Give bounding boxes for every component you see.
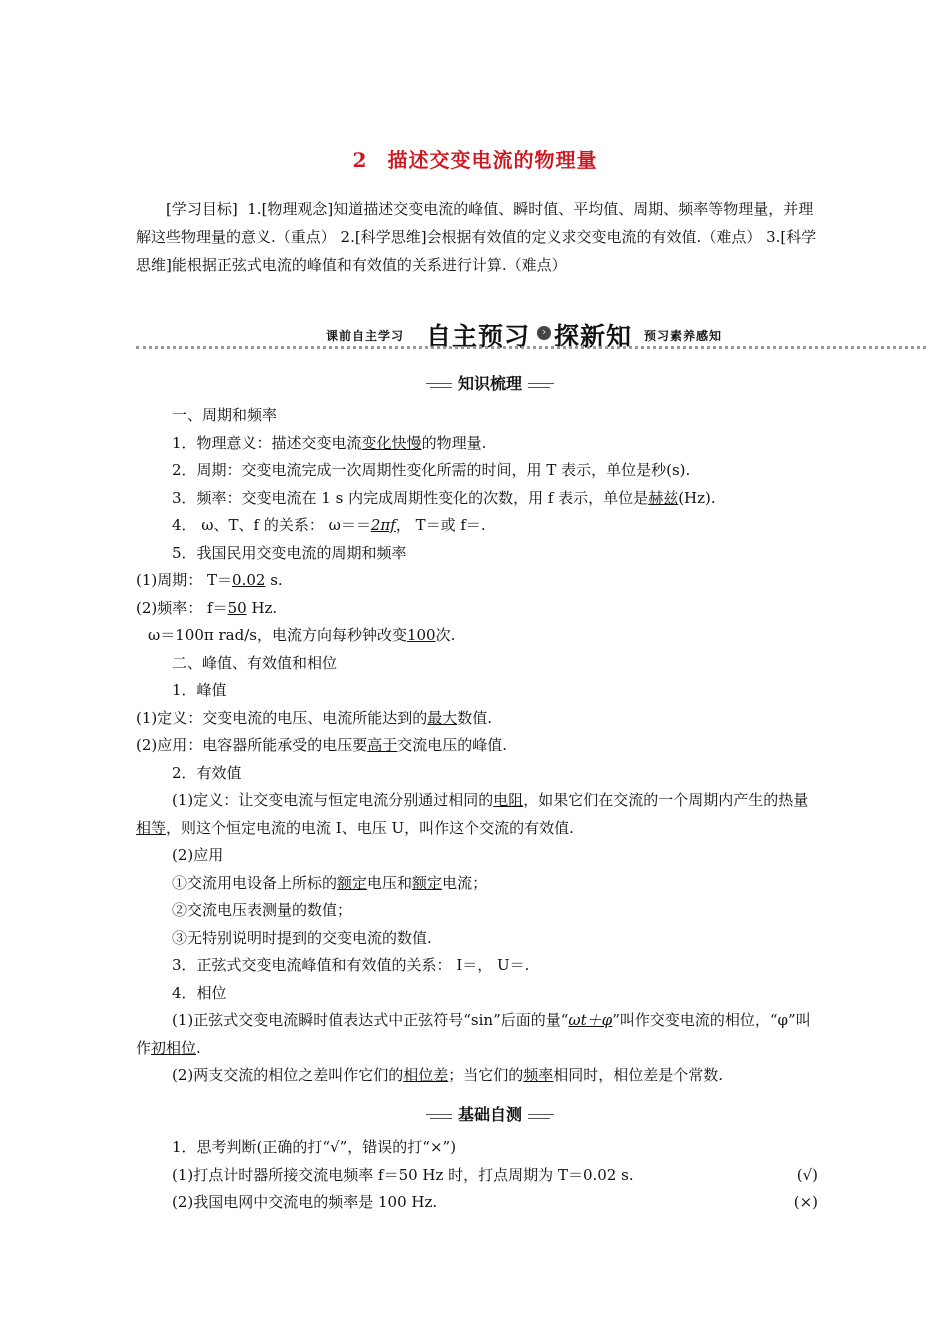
section-heading-selftest [426, 1103, 554, 1127]
paragraph: ②交流电压表测量的数值； [172, 901, 353, 919]
title-text: 描述交变电流的物理量 [387, 148, 598, 172]
paragraph: ③无特别说明时提到的交变电流的数值. [172, 928, 432, 947]
paragraph: (1)定义：让交变电流与恒定电流分别通过相同的电阻，如果它们在交流的一个周期内产生的热量相等，则这个恒定电流的电流 I、电压 U，叫作这个交流的有效值. [136, 791, 809, 837]
answer-mark: (×) [793, 1193, 818, 1211]
heading-period-frequency: 一、周期和频率 [172, 406, 278, 424]
page-title [0, 144, 950, 173]
paragraph: (1)正弦式交变电流瞬时值表达式中正弦符号“sin”后面的量“ωt＋φ”叫作交变电流的相位，“φ”叫作初相位. [136, 1011, 811, 1057]
heading-peak-effective-phase: 二、峰值、有效值和相位 [172, 653, 338, 672]
paragraph: 3．频率：交变电流在 1 s 内完成周期性变化的次数，用 f 表示，单位是赫兹(Hz). [172, 488, 716, 507]
banner-arrow-icon: › [537, 326, 551, 340]
paragraph: (2)应用 [172, 846, 224, 864]
paragraph: 4．相位 [172, 983, 227, 1002]
banner-divider [136, 346, 926, 349]
banner-title-1: 自主预习 [426, 322, 531, 351]
paragraph: 2．有效值 [172, 763, 242, 782]
paragraph: 2．周期：交变电流完成一次周期性变化所需的时间，用 T 表示，单位是秒(s). [172, 461, 691, 479]
judgment-item: (1)打点计时器所接交流电频率 f＝50 Hz 时，打点周期为 T＝0.02 s. (√) [136, 1162, 818, 1190]
title-number: 2 [352, 148, 368, 172]
objectives-text: 1.[物理观念]知道描述交变电流的峰值、瞬时值、平均值、周期、频率等物理量，并理解这些物理量的意义.（重点） 2.[科学思维]会根据有效值的定义求交变电流的有效值.（难点） 3.[科学思维]能根据正弦式电流的峰值和有效值的关系进行计算.（难点） [136, 200, 817, 274]
paragraph: 1．峰值 [172, 681, 227, 699]
paragraph: (2)两支交流的相位之差叫作它们的相位差；当它们的频率相同时，相位差是个常数. [172, 1066, 724, 1084]
paragraph: (2)应用：电容器所能承受的电压要高于交流电压的峰值. [136, 736, 508, 754]
paragraph: 3．正弦式交变电流峰值和有效值的关系： I＝， U＝. [172, 956, 530, 974]
banner-right-label: 预习素养感知 [644, 329, 723, 343]
question-intro: 1．思考判断(正确的打“√”，错误的打“×”) [172, 1138, 457, 1156]
banner-title-2: 探新知 [554, 322, 633, 351]
learning-objectives [136, 195, 818, 279]
objectives-label: [学习目标] [166, 200, 238, 218]
paragraph: 5．我国民用交变电流的周期和频率 [172, 543, 407, 562]
knowledge-content [136, 402, 818, 1090]
section-label: 知识梳理 [452, 372, 528, 396]
paragraph: (1)定义：交变电流的电压、电流所能达到的最大数值. [136, 708, 493, 727]
selftest-content [136, 1134, 818, 1217]
paragraph: ①交流用电设备上所标的额定电压和额定电流； [172, 873, 488, 892]
paragraph: 4． ω、T、f 的关系： ω＝＝2πf， T＝或 f＝. [172, 516, 486, 534]
section-heading-knowledge [426, 372, 554, 396]
paragraph: (2)频率： f＝50 Hz. [136, 598, 278, 617]
judgment-item: (2)我国电网中交流电的频率是 100 Hz. (×) [136, 1189, 818, 1217]
paragraph: (1)周期： T＝0.02 s. [136, 571, 283, 589]
section-label: 基础自测 [452, 1103, 528, 1127]
section-banner [136, 316, 926, 356]
paragraph: ω＝100π rad/s，电流方向每秒钟改变100次. [148, 626, 456, 644]
answer-mark: (√) [796, 1165, 818, 1184]
paragraph: 1．物理意义：描述交变电流变化快慢的物理量. [172, 433, 487, 452]
banner-left-label: 课前自主学习 [326, 329, 405, 343]
